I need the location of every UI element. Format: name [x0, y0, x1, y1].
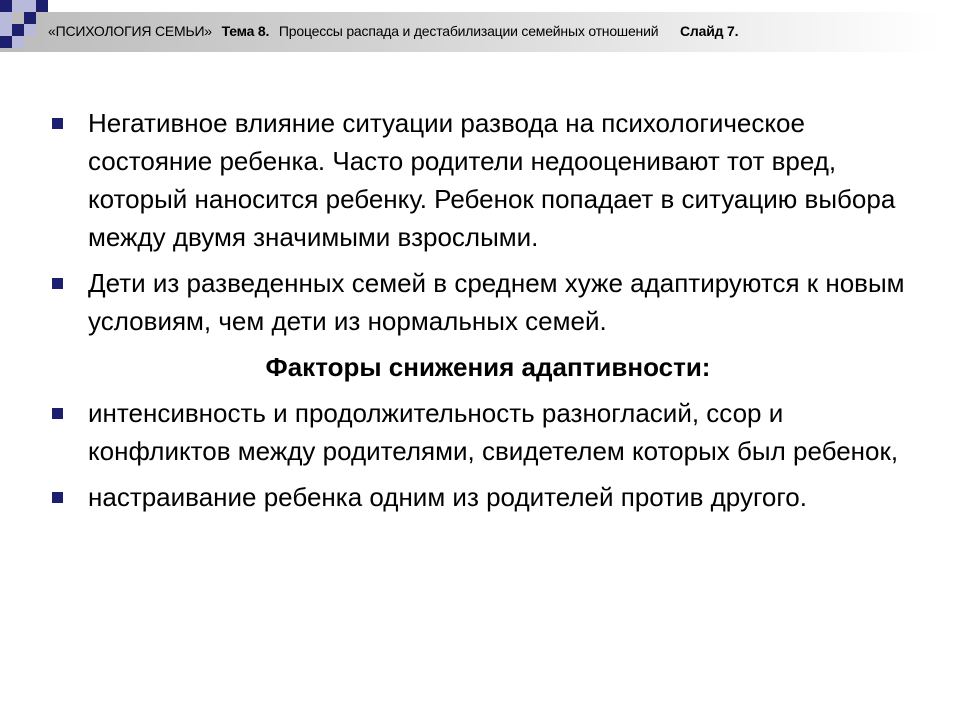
bullet-item	[48, 264, 908, 340]
corner-square	[36, 0, 48, 12]
corner-square	[0, 12, 12, 24]
corner-square	[24, 12, 36, 24]
square-bullet-icon	[52, 492, 63, 503]
bullet-text: настраивание ребенка одним из родителей против другого.	[88, 482, 807, 512]
bullet-text: Дети из разведенных семей в среднем хуже адаптируются к новым условиям, чем дети из нормальных семей.	[88, 268, 905, 336]
square-bullet-icon	[52, 118, 63, 129]
corner-square	[0, 36, 12, 48]
corner-square	[0, 24, 12, 36]
topic-title: Процессы распада и дестабилизации семейных отношений	[278, 23, 659, 39]
topic-label: Тема 8.	[221, 23, 270, 39]
corner-square	[24, 0, 36, 12]
corner-square	[12, 36, 24, 48]
subheading: Факторы снижения адаптивности:	[265, 352, 711, 382]
square-bullet-icon	[52, 408, 63, 419]
bullet-text: интенсивность и продолжительность разногласий, ссор и конфликтов между родителями, свидетелем которых был ребенок,	[88, 398, 899, 466]
corner-square	[12, 0, 24, 12]
slide-number: Слайд 7.	[680, 23, 739, 39]
corner-square	[12, 24, 24, 36]
slide-body	[48, 104, 908, 524]
square-bullet-icon	[52, 278, 63, 289]
slide-header	[48, 23, 738, 39]
course-title: «ПСИХОЛОГИЯ СЕМЬИ»	[48, 23, 212, 39]
corner-square	[24, 24, 36, 36]
corner-square	[0, 0, 12, 12]
bullet-item	[48, 104, 908, 256]
bullet-item	[48, 478, 908, 516]
bullet-item	[48, 394, 908, 470]
bullet-text: Негативное влияние ситуации развода на психологическое состояние ребенка. Часто родители недооценивают тот вред, который наносится ребенку. Ребенок попадает в ситуацию выбора между двумя значимыми взрослыми.	[88, 108, 896, 252]
